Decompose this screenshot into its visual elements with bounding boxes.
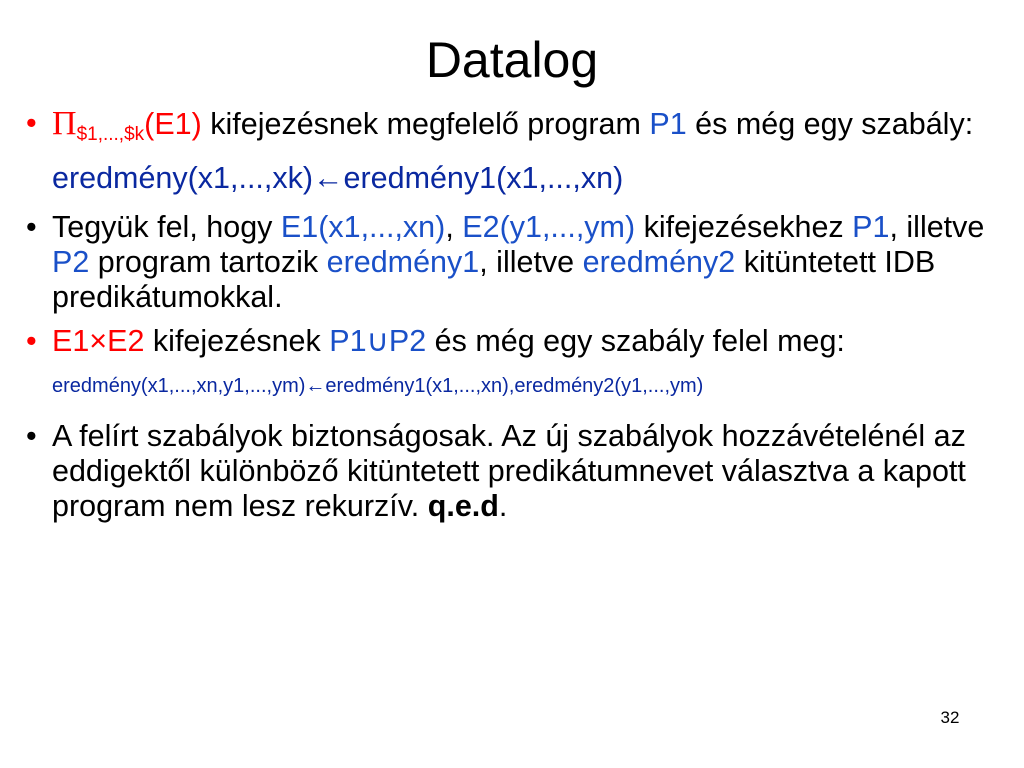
program-p2: P2 (52, 245, 90, 279)
slide-content (26, 106, 1016, 533)
bullet-marker: • (26, 106, 37, 140)
slide-title: Datalog (425, 32, 599, 88)
bullet-conclusion (26, 419, 1016, 524)
rule-product: eredmény(x1,...,xn,y1,...,ym)←eredmény1(x1,...,xn),eredmény2(y1,...,ym) (52, 375, 704, 397)
expr-e2: E2(y1,...,ym) (462, 210, 636, 244)
bullet-projection (26, 106, 1016, 152)
bullet-marker: • (26, 419, 37, 453)
text: , illetve (479, 245, 583, 279)
rule-projection: eredmény(x1,...,xk)←eredmény1(x1,...,xn) (52, 161, 624, 195)
bullet-assumption (26, 210, 1016, 315)
pi-symbol: Π (52, 105, 77, 142)
expr-product: E1×E2 (52, 324, 145, 358)
text: A felírt szabályok biztonságosak. Az új szabályok hozzávételénél az eddigektől különböző kitüntetett predikátumnevet választva a kapott program nem lesz rekurzív. (52, 419, 966, 523)
text: program tartozik (89, 245, 327, 279)
text: kifejezésnek (144, 324, 330, 358)
text: kitüntetett IDB predikátumokkal. (52, 245, 936, 314)
projection-subscript: $1,...,$k (76, 124, 145, 145)
text: , illetve (889, 210, 985, 244)
bullet-marker: • (26, 324, 37, 358)
expr-e1: (E1) (144, 107, 202, 141)
text: , (445, 210, 463, 244)
program-union: P1∪P2 (329, 324, 427, 358)
predicate-eredmeny1: eredmény1 (326, 245, 480, 279)
text: és még egy szabály: (686, 107, 974, 141)
program-p1: P1 (852, 210, 890, 244)
text: kifejezésekhez (635, 210, 853, 244)
predicate-eredmeny2: eredmény2 (582, 245, 736, 279)
qed-mark: q.e.d (427, 489, 499, 523)
text: és még egy szabály felel meg: (426, 324, 845, 358)
expr-e1: E1(x1,...,xn) (280, 210, 446, 244)
bullet-marker: • (26, 210, 37, 244)
text: . (498, 489, 508, 523)
bullet-product (26, 324, 1016, 359)
program-p1: P1 (649, 107, 687, 141)
text: kifejezésnek megfelelő program (201, 107, 650, 141)
text: Tegyük fel, hogy (52, 210, 281, 244)
page-number: 32 (940, 708, 960, 727)
